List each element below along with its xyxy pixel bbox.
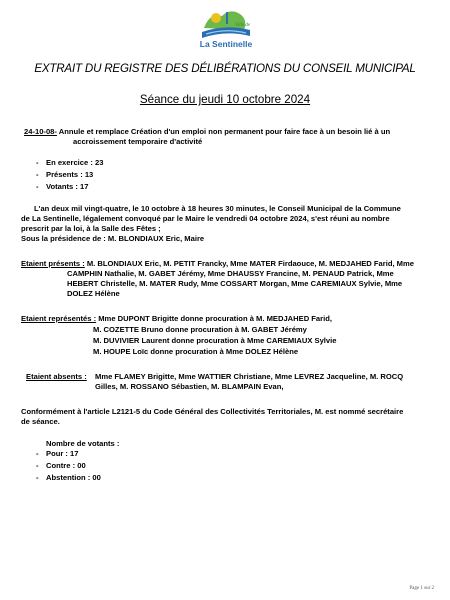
document-title: EXTRAIT DU REGISTRE DES DÉLIBÉRATIONS DU CONSEIL MUNICIPAL [34,62,416,75]
presents-line-3: HEBERT Christelle, M. MATER Rudy, Mme COSSART Morgan, Mme CAREMIAUX Sylvie, Mme [67,279,403,288]
represented-line-1 [21,314,332,324]
secretary-line-1: Conformément à l'article L2121-5 du Code Général des Collectivités Territoriales, M. est nommé secrétaire [21,407,404,416]
presents-line-4: DOLEZ Hélène [67,289,120,298]
count-en-exercice: En exercice : 23 [46,158,104,167]
vote-bullet-3: - [36,473,39,482]
vote-bullet-2: - [36,461,39,470]
vote-pour: Pour : 17 [46,449,79,458]
session-heading: Séance du jeudi 10 octobre 2024 [139,93,311,106]
count-presents: Présents : 13 [46,170,94,179]
count-votants: Votants : 17 [46,182,89,191]
presents-line-2: CAMPHIN Nathalie, M. GABET Jérémy, Mme DHAUSSY Francine, M. PENAUD Patrick, Mme [67,269,394,278]
deliberation-line-1 [24,127,390,137]
presents-line-1 [21,259,414,269]
vote-abstention: Abstention : 00 [46,473,101,482]
represented-label: Etaient représentés : [21,314,97,323]
page-number: Page 1 sur 2 [409,586,434,591]
represented-line-4: M. HOUPE Loïc donne procuration à Mme DOLEZ Hélène [93,347,299,356]
vote-bullet-1: - [36,449,39,458]
votes-label: Nombre de votants : [46,439,120,448]
presents-label: Etaient présents : [21,259,85,268]
absent-line-1: Mme FLAMEY Brigitte, Mme WATTIER Christiane, Mme LEVREZ Jacqueline, M. ROCQ [95,372,404,381]
deliberation-subject: Annule et remplace Création d'un emploi non permanent pour faire face à un besoin lié à un [56,127,391,136]
presents-names-1: M. BLONDIAUX Eric, M. PETIT Francky, Mme MATER Firdaouce, M. MEDJAHED Farid, Mme [84,259,414,268]
count-bullet-1: - [36,158,39,167]
deliberation-line-2: accroissement temporaire d'activité [73,137,203,146]
logo-name: La Sentinelle [199,39,253,49]
represented-entry-1: Mme DUPONT Brigitte donne procuration à M. MEDJAHED Farid, [96,314,332,323]
intro-line-4: Sous la présidence de : M. BLONDIAUX Eric, Maire [21,234,205,243]
town-logo [188,6,264,50]
represented-line-3: M. DUVIVIER Laurent donne procuration à Mme CAREMIAUX Sylvie [93,336,337,345]
intro-line-2: de La Sentinelle, légalement convoqué par le Maire le vendredi 04 octobre 2024, s'est réuni au nombre [21,214,390,223]
deliberation-number: 24-10-08- [24,127,57,136]
intro-line-3: prescrit par la loi, à la Salle des Fêtes ; [21,224,161,233]
absent-line-2: Gilles, M. ROSSANO Sébastien, M. BLAMPAIN Evan, [95,382,284,391]
secretary-line-2: de séance. [21,417,60,426]
logo-small-text: Ville de [235,23,251,28]
intro-line-1: L'an deux mil vingt-quatre, le 10 octobre à 18 heures 30 minutes, le Conseil Municipal de la Commune [34,204,401,213]
vote-contre: Contre : 00 [46,461,86,470]
count-bullet-2: - [36,170,39,179]
absent-label: Etaient absents : [26,372,87,381]
count-bullet-3: - [36,182,39,191]
represented-line-2: M. COZETTE Bruno donne procuration à M. GABET Jérémy [93,325,307,334]
